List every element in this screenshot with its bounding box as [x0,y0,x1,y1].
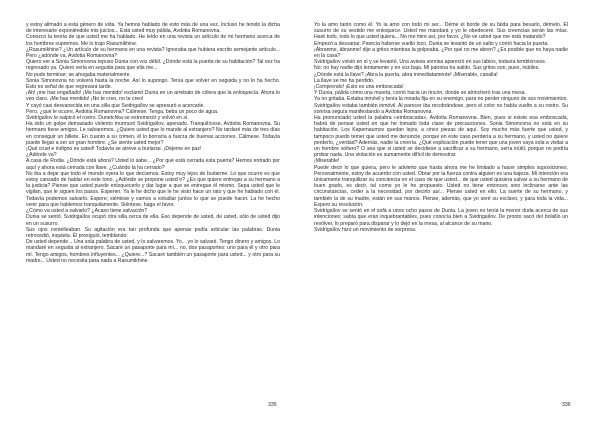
paragraph: Conozco la teoría de que usted me ha hablado. He leído en una revista un artículo de mi hermano acerca de los hombres supremos. Me lo trajo Rasumikhine. [26,34,280,47]
paragraph: ¡Miserable! [314,158,340,165]
left-page-text [26,22,280,264]
paragraph: No iba a dejar que todo el mundo oyera lo que decíamos. Estoy muy lejos de burlarme. Lo que ocurre es que estoy cansado de hablar en este tono. ¿Adónde se propone usted ir? ¿Es que quiere entregar a su hermano a la justicia? Piense que usted puede enloquecerlo y dar lugar a que se entregue él mismo. Sepa usted que le vigilan, que le siguen los pasos. Esperen. Ya le he dicho que le he visto hace un rato y que he hablado con él. Todavía podemos salvarlo. Espere; siéntese y vamos a estudiar juntos lo que se puede hacer. La he hecho venir para que hablemos tranquilamente. Siéntese, haga el favor. [26,170,280,208]
paragraph: Empezó a desvariar. Parecía haberse vuelto loco. Dunia se levantó de un salto y corrió hacia la puerta. [314,40,549,47]
paragraph: Yo la amo tanto como él. Yo la amo con todo mi ser... Déme el borde de su falda para besarlo, démelo. El susurro de su vestido me enloquece. Usted me mandará y yo le obedeceré. Sus creencias serán las mías. Haré todo, todo lo que usted quiera... No me mire así, por favor. ¿No ve usted que me está matando? [314,22,568,41]
paragraph: Svidrigaïlov se sentó en el sofá a unos ocho pasos de Dunia. La joven no tenía la menor duda acerca de sus intenciones; sabía que eran inquebrantables, pues conocía bien a Svidrigaïlov. De pronto sacó del bolsillo un revólver, lo preparó para disparar y lo dejó en la mesa, al alcance de su mano. [314,208,568,227]
paragraph: Ha pronunciado usted la palabra «emboscada», Avdotia Romanovna. Bien, pues si existe esa emboscada, habrá de pensar usted en que he tomado toda clase de precauciones. Sonia Simonovna no está en su habitación. Los Kapernaumov quedan lejos, a cinco piezas de aquí. Soy mucho más fuerte que usted, y tampoco puedo temer que usted me denuncie, porque en este caso perdería a su hermano, y usted no quiere perderlo, ¿verdad? Además, nadie la creería. ¿Qué explicación puede tener que una joven vaya sola a visitar a un hombre soltero? O sea que si usted se decidiese a sacrificar a su hermano, sería inútil, porque no podría probar nada. Una violación es sumamente difícil de demostrar. [314,115,568,159]
paragraph: ¿Cómo va usted a salvarlo? ¿Acaso tiene salvación? [26,208,148,215]
right-page [300,0,600,424]
paragraph: Y cayó casi desvanecida en una silla que Svidrigaïlov se apresuró a acercarle. [26,102,205,109]
paragraph: ¡Qué cruel e indigno es usted! Todavía se atreve a burlarse. ¡Déjeme en paz! [26,146,202,153]
paragraph: Ya no gritaba. Estaba inmóvil y tenía la mirada fija en su enemigo, para no perder ninguno de sus movimientos. [314,96,568,103]
paragraph: ¿Dónde está la llave? ¡Abra la puerta, abra inmediatamente! ¡Miserable, canalla! [314,71,498,78]
paragraph: No; no hay nadie dijo lentamente y en voz baja. Mi patrona ha salido. Sus gritos son, pues, inútiles. [314,65,540,72]
paragraph: Svidrigaïlov volvió en sí y se levantó. Una aviesa sonrisa apareció en sus labios, todavía temblorosos. [314,59,547,66]
paragraph: ¿Rasumikhine? ¿Un artículo de su hermano en una revista? Ignoraba que hubiera escrito semejante artículo... Pero ¿adónde va, Avdotia Romanovna? [26,46,280,60]
paragraph: Dunia se sentó. Svidrigaïlov ocupó otra silla cerca de ella. Eso depende de usted, de usted, sólo de usted dijo en un susurro. [26,214,280,227]
paragraph: Svidrigaïlov hizo un movimiento de sorpresa. [314,226,417,233]
paragraph: Y Dunia, pálida como una muerta, corrió hacia un rincón, donde se atrincheró tras una mesa. [314,90,526,97]
paragraph: ¡Ah! ¡me has engañado! ¡Me has mentido! exclamó Dunia en un arrebato de cólera que la enloquecía. Ahora lo veo claro. ¡Me has mentido! ¡No te creo, no te creo! [26,90,280,103]
paragraph: La llave se me ha perdido. [314,77,375,84]
paragraph: Svidrigaïlov le salpicó el rostro. Dunetchka se estremeció y volvió en sí. [26,115,189,122]
page-number: 336 [562,402,571,408]
paragraph: Pero, ¿qué le ocurre, Avdotia Romanovna? Cálmese. Tenga, beba un poco de agua. [26,108,219,115]
right-page-text [314,22,568,233]
paragraph: De usted depende... Una sola palabra de usted, y lo salvaremos. Yo... yo lo salvaré. Tengo dinero y amigos. Lo mandaré en seguida al extranjero. Sacaré un pasaporte para mí... no, dos pasaportes: uno para él y otro para mí. Tengo amigos, hombres influyentes... ¿Quiere...? Sacaré también un pasaporte para usted... y otro para su madre... Usted no necesita para nada a Rasumikhine. [26,239,280,264]
paragraph: Svidrigaïlov estaba también inmóvil. Al parecer iba recobrándose, pero el color no había vuelto a su rostro. Su sonrisa seguía manifestando a Avdotia Romanovna. [314,102,568,115]
paragraph: Quiero ver a Sonia Simonovna repuso Dunia con voz débil. ¿Dónde está la puerta de su habitación? Tal vez ha regresado ya. Quiero verla en seguida para que ella me... [26,59,280,72]
paragraph: ¡Ábranme, ábranme! dijo a gritos mientras la golpeaba. ¿Por qué no me abren? ¿Es posible que no haya nadie en la casa? [314,46,568,60]
paragraph: Ha sido un golpe demasiado violento murmuró Svidrigaïlov, apenado. Tranquilícese, Avdotia Romanovna. Su hermano tiene amigos. Le salvaremos. ¿Quiere usted que lo mande al extranjero? No tardaré más de tres días en conseguir un billete. En cuanto a su crimen, él lo borraría a fuerza de buenas acciones. Cálmese. Todavía puede llegar a ser un gran hombre. ¿Se siente usted mejor? [26,121,280,146]
paragraph: Sus ojos centelleaban. Su agitación era tan profunda que apenas podía articular las palabras. Dunia retrocedió, inquieta. Él prosiguió, temblando: [26,226,280,239]
paragraph: ¡Comprendo! ¡Esto es una emboscada! [314,84,404,91]
paragraph: Sonia Simonovna no volverá hasta la noche. Así lo supongo. Tenía que volver en seguida y no lo ha hecho. Esto es señal de que regresará tarde. [26,77,280,91]
paragraph: y estoy allmado a esta género de vida. Ya hemos hablado de esto más de una vez. Incluso he tenido la dicha de interesarle exponiéndole mis juicios... Está usted muy pálida, Avdotia Romanovna. [26,22,280,35]
paragraph: A casa de Rodia. ¿Dónde está ahora? Usted lo sabe... ¿Por qué está cerrada esta puerta? Hemos entrado por aquí y ahora está cerrada con llave. ¿Cuándo la ha cerrado? [26,158,280,171]
paragraph: Puede decir lo que quiera, pero le advierto que hasta ahora me he limitado a hacer simples suposiciones. Personalmente, estoy de acuerdo con usted. Obrar por la fuerza contra alguien es una bajeza. Mi intención era únicamente tranquilizar su conciencia en el caso de que usted... de que usted quisiera salvar a su hermano de buen grado, es decir, tal como yo le he propuesto. Usted no tiene entonces sino inclinarse ante las circunstancias, ceder a la necesidad, por decirlo así... Piense usted en ello. La suerte de su hermano, y también la de su madre, están en sus manos. Piense, además, que yo seré su esclavo, y para toda la vida... Espero su resolución. [314,164,568,208]
page-number: 335 [268,402,277,408]
paragraph: No pudo terminar; se ahogaba materialmente. [26,71,131,78]
paragraph: ¿Adónde va? [26,152,57,159]
